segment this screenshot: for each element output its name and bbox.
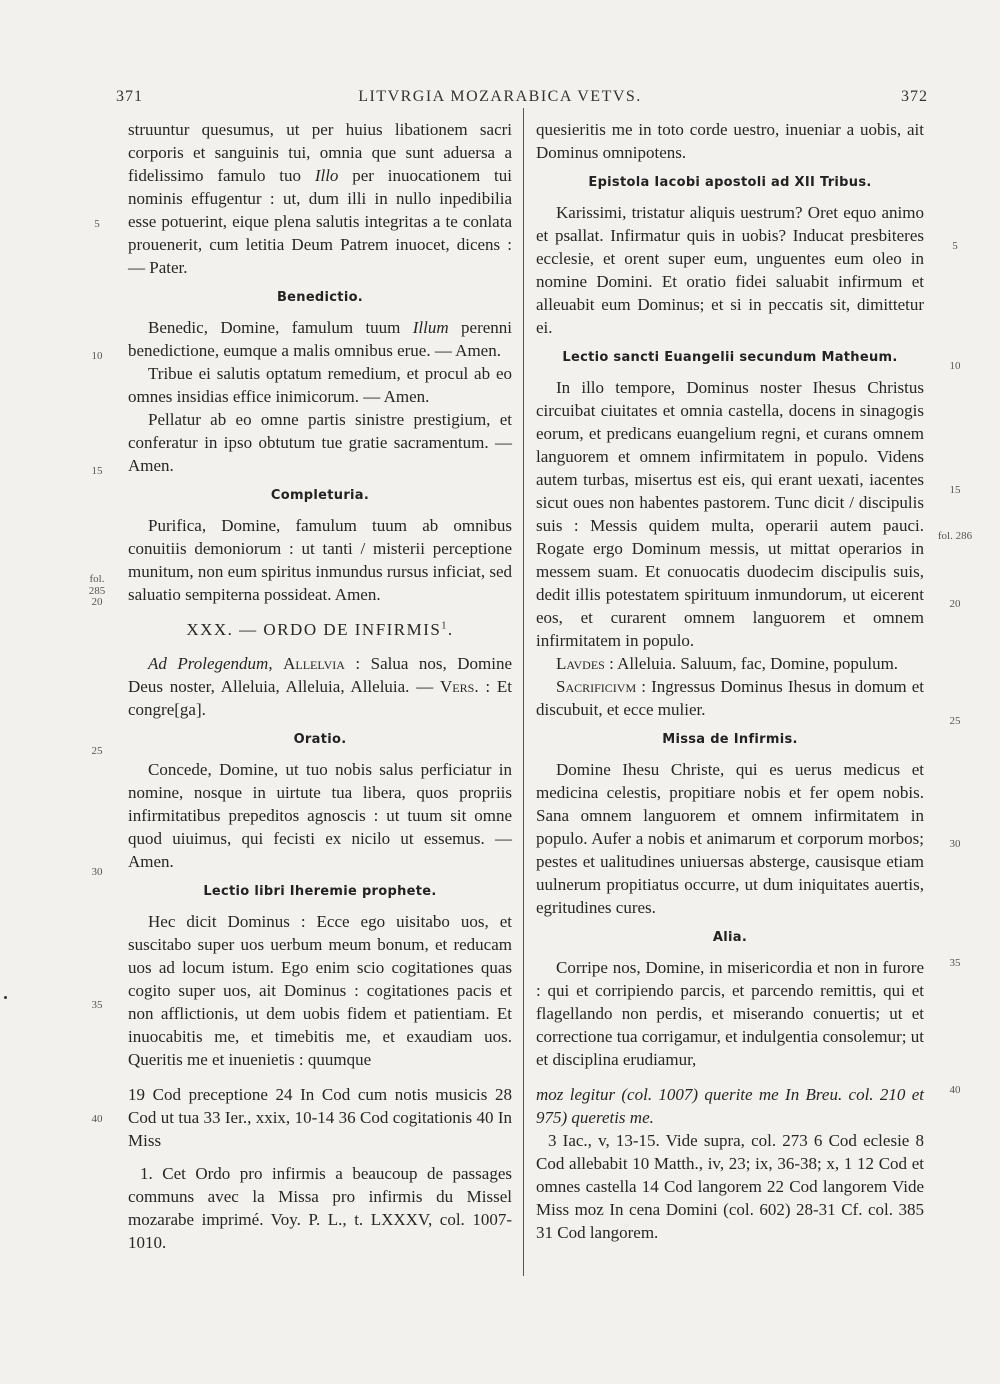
line-number: 20: [91, 596, 103, 608]
section-heading-lectio: Lectio libri Iheremie prophete.: [203, 884, 437, 899]
page-number-right: 372: [901, 88, 928, 105]
column-divider: [523, 108, 524, 1276]
line-number: 30: [949, 838, 961, 850]
line-number: 30: [91, 866, 103, 878]
line-number: 35: [91, 999, 103, 1011]
line-number: 5: [952, 240, 958, 252]
paragraph: Purifica, Domine, famulum tuum ab omnibus conuitiis demoniorum : ut tanti / misterii perceptione munitum, non eum spiritus inmundus rursus inficiat, sed saluatio sempiterna possideat. Amen.: [128, 516, 512, 604]
paragraph: struuntur quesumus, ut per huius libationem sacri corporis et sanguinis tui, omnia que sunt aduersa a fidelissimo famulo tuo Illo per inuocationem tui nominis effugentur : ut, dum illi in nullo inpedibilia esse potuerint, eique plena salutis integritas a te conlata prouenerit, cum letitia Deum Patrem inuocet, dicens : — Pater.: [128, 120, 513, 277]
section-heading-oratio: Oratio.: [293, 732, 347, 747]
line-number: 10: [949, 360, 961, 372]
line-number: 15: [91, 465, 103, 477]
left-column: [128, 118, 512, 1254]
line-number: 40: [91, 1113, 103, 1125]
section-heading-completuria: Completuria.: [270, 488, 370, 503]
margin-speck: [4, 996, 7, 999]
paragraph: Ad Prolegendum, Allelvia : Salua nos, Domine Deus noster, Alleluia, Alleluia, Alleluia. — Vers. : Et congre[ga].: [128, 654, 513, 719]
line-number: 20: [949, 598, 961, 610]
right-column: [536, 118, 924, 1244]
line-number: 15: [949, 484, 961, 496]
paragraph: Pellatur ab eo omne partis sinistre prestigium, et conferatur in ipso obtutum tue gratie sacramentum. — Amen.: [128, 410, 512, 475]
page-number-left: 371: [116, 88, 143, 105]
section-heading-alia: Alia.: [712, 930, 748, 945]
line-number: 10: [91, 350, 103, 362]
paragraph: Tribue ei salutis optatum remedium, et procul ab eo omnes insidias effice inimicorum. — Amen.: [128, 364, 512, 406]
folio-marker: fol. 285: [88, 573, 106, 597]
section-heading-epistola: Epistola Iacobi apostoli ad XII Tribus.: [588, 175, 872, 190]
paragraph: Hec dicit Dominus : Ecce ego uisitabo uos, et suscitabo super uos uerbum meum bonum, et reducam uos ad locum istum. Ego enim scio cogitationes quas cogito super uos, ait Dominus : cogitationes pacis et non afflictionis, ut dem uobis fidem et patientiam. Et inuocabitis me, et timebitis me, et exaudiam uos. Queritis me et inuenietis : quumque: [128, 912, 512, 1069]
paragraph: Corripe nos, Domine, in misericordia et non in furore : qui et corripiendo parcis, et parcendo remittis, qui et flagellando non perdis, et miserando conuertis; ut et correctione tua corrigamur, et indulgentia consolemur; ut et disciplina erudiamur,: [536, 958, 924, 1069]
paragraph: In illo tempore, Dominus noster Ihesus Christus circuibat ciuitates et omnia castella, docens in sinagogis eorum, et predicans euangelium regni, et curans omnem languorem et omnem infirmitatem in populo. Videns autem turbas, misertus est eis, qui erant uexati, iacentes sicut oues non habentes pastorem. Tunc dicit / discipulis suis : Messis quidem multa, operarii autem pauci. Rogate ergo Dominum messis, ut mittat operarios in messem suam. Et conuocatis duodecim discipulis suis, dedit illis potestatem spirituum inmundorum, ut eicerent eos, et curarent omnem languorem et omnem infirmitatem in populo.: [536, 378, 924, 650]
line-number: 35: [949, 957, 961, 969]
line-number: 5: [94, 218, 100, 230]
footnote-apparatus: moz legitur (col. 1007) querite me In Breu. col. 210 et 975) queretis me.: [536, 1085, 924, 1127]
paragraph: Lavdes : Alleluia. Saluum, fac, Domine, populum.: [556, 654, 899, 673]
folio-marker: fol. 286: [937, 530, 973, 542]
paragraph: Concede, Domine, ut tuo nobis salus perficiatur in nomine, nosque in uirtute tua libera, quos propriis infirmitatibus prepeditos agnoscis : ut tuum sit omne quod uiuimus, qui fecisti ex nicilo ut essemus. — Amen.: [128, 760, 512, 871]
line-number: 25: [91, 745, 103, 757]
line-number: 25: [949, 715, 961, 727]
footnote-apparatus: 19 Cod preceptione 24 In Cod cum notis musicis 28 Cod ut tua 33 Ier., xxix, 10-14 36 Cod cogitationis 40 In Miss: [128, 1085, 512, 1150]
section-heading-benedictio: Benedictio.: [276, 290, 364, 305]
section-heading-missa: Missa de Infirmis.: [662, 732, 798, 747]
paragraph: quesieritis me in toto corde uestro, inueniar a uobis, ait Dominus omnipotens.: [536, 120, 924, 162]
running-title: LITVRGIA MOZARABICA VETVS.: [358, 88, 642, 105]
line-number: 40: [949, 1084, 961, 1096]
paragraph: Sacrificivm : Ingressus Dominus Ihesus in domum et discubuit, et ecce mulier.: [536, 677, 925, 719]
paragraph: Benedic, Domine, famulum tuum Illum perenni benedictione, eumque a malis omnibus erue. — Amen.: [128, 318, 513, 360]
footnote: 1. Cet Ordo pro infirmis a beaucoup de passages communs avec la Missa pro infirmis du Missel mozarabe imprimé. Voy. P. L., t. LXXXV, col. 1007-1010.: [128, 1164, 512, 1252]
paragraph: Domine Ihesu Christe, qui es uerus medicus et medicina celestis, propitiare nobis et fer opem nobis. Sana omnem languorem et omnem infirmitatem in populo. Aufer a nobis et animarum et corporum morbos; pestes et ualitudines uniuersas absterge, causisque etiam uulnerum propitiatus occurre, ut dum iniquitates auertis, egritudines cures.: [536, 760, 924, 917]
paragraph: Karissimi, tristatur aliquis uestrum? Oret equo animo et psallat. Infirmatur quis in uobis? Inducat presbiteres ecclesie, et orent super eum, unguentes eum oleo in nomine Domini. Et oratio fidei saluabit infirmum et alleuabit eum Dominus; et si in peccatis sit, dimittetur ei.: [536, 203, 924, 337]
chapter-heading: XXX. — ORDO DE INFIRMIS$^1$.: [186, 620, 454, 639]
footnote-apparatus: 3 Iac., v, 13-15. Vide supra, col. 273 6 Cod eclesie 8 Cod allebabit 10 Matth., iv, 23; ix, 36-38; x, 1 12 Cod et omnes castella 14 Cod langorem 22 Cod langorem Vide Miss moz In cena Domini (col. 602) 28-31 Cf. col. 385 31 Cod langorem.: [536, 1131, 924, 1242]
section-heading-euangelium: Lectio sancti Euangelii secundum Matheum.: [562, 350, 898, 365]
